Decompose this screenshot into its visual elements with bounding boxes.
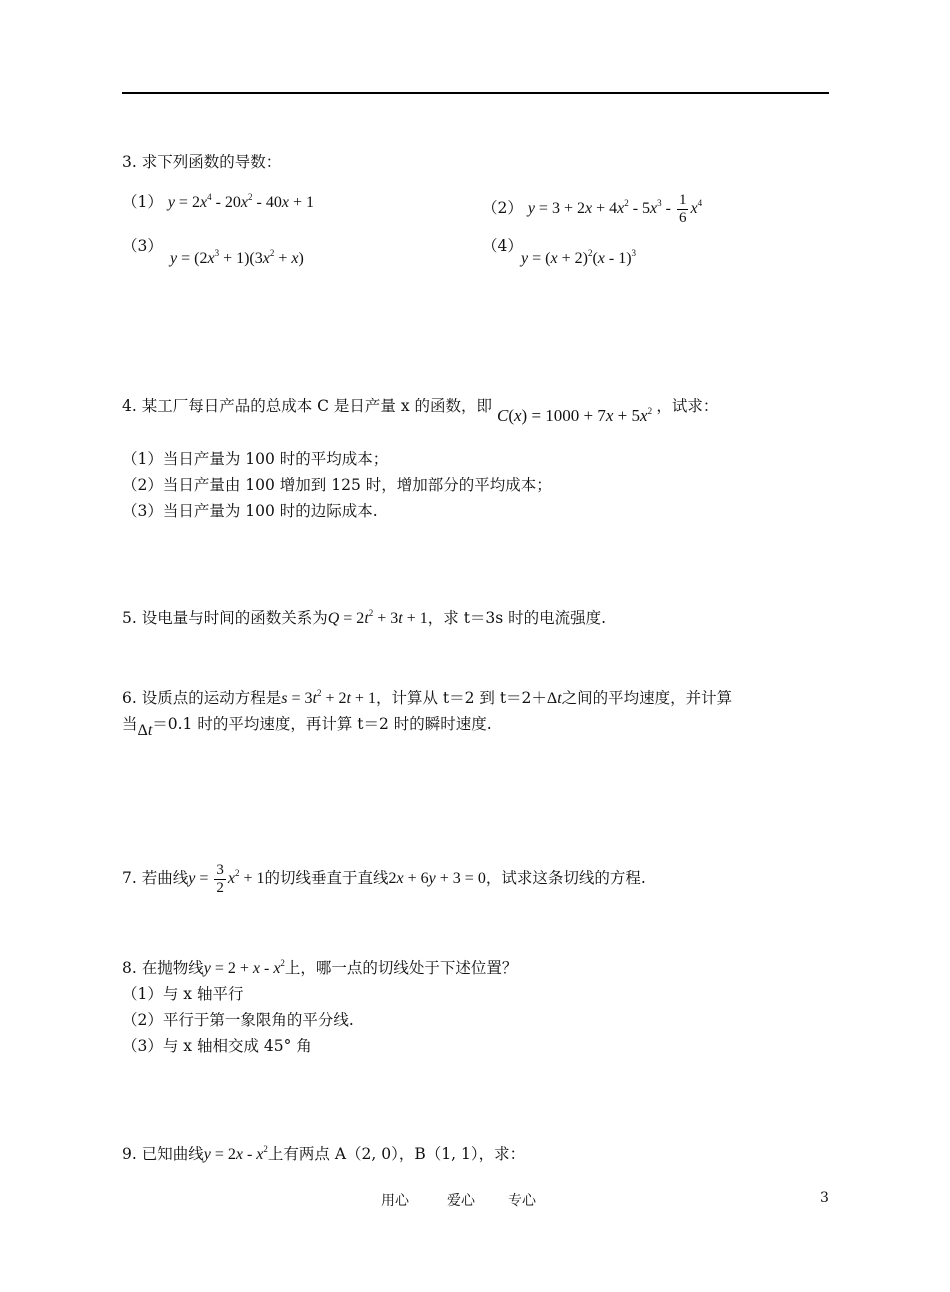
q8-sub2: （2）平行于第一象限角的平分线. (122, 1011, 354, 1029)
q5-formula: $Q = 2t^2 + 3t + 1$ (327, 608, 428, 627)
q8-sub3: （3）与 x 轴相交成 45° 角 (122, 1037, 312, 1055)
q3-item-2-label: （2） (482, 199, 523, 218)
q4-sub1: （1）当日产量为 100 时的平均成本； (122, 450, 389, 468)
q9-intro: 9. 已知曲线 (122, 1145, 204, 1163)
q4-intro (122, 396, 719, 425)
q3-item-3-formula: $y = (2x^3 + 1)(3x^2 + x)$ (170, 248, 304, 267)
q7-mid: 的切线垂直于直线 (264, 869, 389, 888)
q3-item-1-label: （1） (122, 193, 163, 211)
q7-tail: ，试求这条切线的方程. (485, 869, 646, 888)
q7-formula: y = $\frac{3}{2}$ $x^2 + 1$ (188, 862, 265, 896)
q7-line-formula: 2x + 6y + 3 = 0 (388, 870, 486, 888)
q5-intro: 5. 设电量与时间的函数关系为 (122, 609, 328, 627)
q6-intro: 6. 设质点的运动方程是 (122, 689, 282, 707)
header-rule (122, 92, 829, 94)
q6-line2-delta: Δt (137, 722, 153, 739)
q4-formula: $C(x) = 1000 + 7x + 5x^2$ (496, 406, 653, 425)
q3-item-4-formula: $y = (x + 2)^2(x - 1)^3$ (521, 248, 637, 267)
page-number: 3 (820, 1190, 829, 1206)
q6-line-1 (122, 688, 732, 709)
q3-item-1 (122, 192, 314, 213)
q3-item-2 (482, 192, 702, 227)
q6-tail: 之间的平均速度，并计算 (561, 689, 733, 707)
q6-line-2 (122, 714, 492, 739)
q6-formula: $s = 3t^2 + 2t + 1$ (281, 688, 376, 707)
q4-sub3: （3）当日产量为 100 时的边际成本. (122, 502, 378, 520)
q7-line (122, 862, 646, 897)
q8-formula: $y = 2 + x - x^2$ (203, 958, 285, 977)
footer-motto-3: 专心 (508, 1193, 536, 1209)
q8-line (122, 958, 517, 979)
q6-mid: ，计算从 t＝2 到 t＝2＋ (375, 689, 547, 707)
q6-delta: Δt (546, 690, 562, 707)
q9-tail: 上有两点 A（2, 0），B（1, 1），求： (267, 1145, 526, 1163)
q9-line (122, 1144, 525, 1165)
q4-tail: ，试求： (656, 397, 719, 415)
q9-formula: $y = 2x - x^2$ (203, 1144, 268, 1163)
q3-item-3-label: （3） (122, 237, 163, 255)
q3-item-1-formula: $y = 2x^4 - 20x^2 - 40x + 1$ (167, 192, 314, 211)
q6-line2-tail: ＝0.1 时的平均速度，再计算 t＝2 时的瞬时速度. (152, 715, 492, 733)
q4-sub2: （2）当日产量由 100 增加到 125 时，增加部分的平均成本； (122, 476, 552, 494)
q4-intro-text: 4. 某工厂每日产品的总成本 C 是日产量 x 的函数，即 (122, 397, 493, 415)
q7-intro: 7. 若曲线 (122, 869, 189, 888)
footer-motto-2: 爱心 (447, 1193, 475, 1209)
q6-line2-pre: 当 (122, 715, 138, 733)
q8-sub1: （1）与 x 轴平行 (122, 985, 244, 1003)
q3-item-2-formula: $y = 3 + 2x + 4x^2 - 5x^3$ - $\frac{1}{6}$ $x^4$ (527, 192, 703, 226)
q3-item-4-label: （4） (482, 237, 523, 255)
q5-line (122, 608, 606, 629)
footer-motto-1: 用心 (381, 1193, 409, 1209)
q8-intro: 8. 在抛物线 (122, 959, 204, 977)
q8-tail: 上，哪一点的切线处于下述位置？ (284, 959, 518, 977)
q5-tail: ，求 t＝3s 时的电流强度. (427, 609, 607, 627)
q3-title: 3. 求下列函数的导数： (122, 153, 282, 171)
